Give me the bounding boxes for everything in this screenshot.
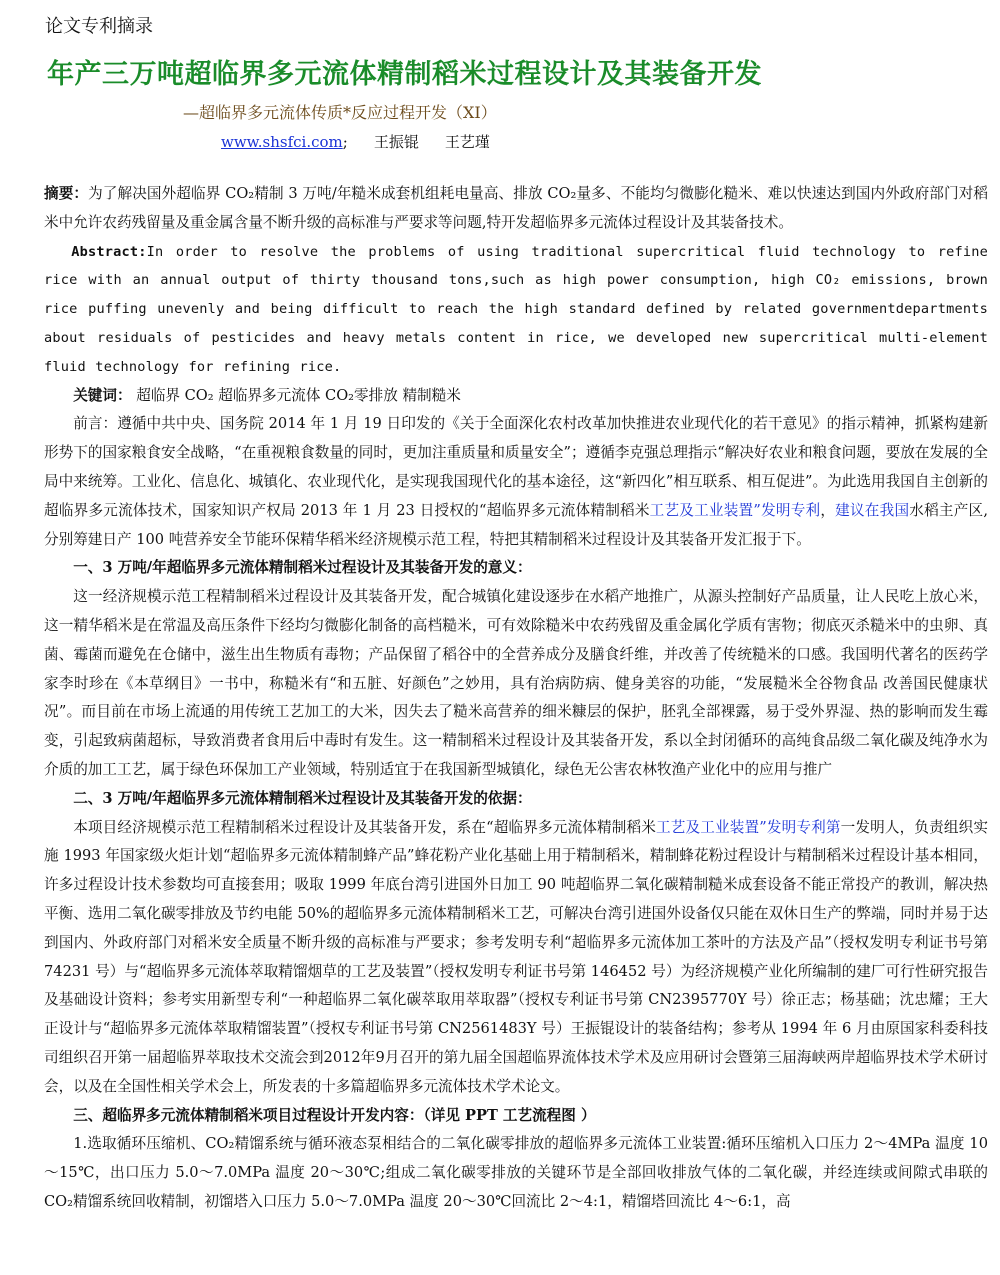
section2-heading: 二、3 万吨/年超临界多元流体精制稻米过程设计及其装备开发的依据： (73, 789, 532, 807)
preface-mid: ， (820, 501, 836, 519)
byline (221, 131, 490, 152)
section2-part2: 一发明人，负责组织实施 1993 年国家级火炬计划“超临界多元流体精制蜂产品”蜂花粉产业化基础上用于精制稻米，精制蜂花粉过程设计与精制稻米过程设计基本相同，许多过程设计技术参数均可直接套用；吸取 1999 年底台湾引进国外日加工 90 吨超临界二氧化碳精制糙米成套设备不能正常投产的教训，解决热平衡、选用二氧化碳零排放及节约电能 50%的超临界多元流体精制稻米工艺，可解决台湾引进国外设备仅只能在双休日生产的弊端，同时并易于达到国内、外政府部门对稻米安全质量不断升级的高标准与严要求；参考发明专利“超临界多元流体加工茶叶的方法及产品”（授权发明专利证书号第 74231 号）与“超临界多元流体萃取精馏烟草的工艺及装置”（授权发明专利证书号第 146452 号）为经济规模产业化所编制的建厂可行性研究报告及基础设计资料；参考实用新型专利“一种超临界二氧化碳萃取用萃取器”（授权专利证书号第 CN2395770Y 号）徐正志；杨基础；沈忠耀；王大正设计与“超临界多元流体萃取精馏装置”（授权专利证书号第 CN2561483Y 号）王振锟设计的装备结构；参考从 1994 年 6 月由原国家科委科技司组织召开第一届超临界萃取技术交流会到2012年9月召开的第九届全国超临界流体技术学术及应用研讨会暨第三届海峡两岸超临界技术学术研讨会，以及在全国性相关学术会上，所发表的十多篇超临界多元流体技术学术论文。 (44, 818, 988, 1095)
byline-separator: ; (342, 133, 348, 151)
author-1: 王振锟 (373, 133, 419, 151)
section3-heading: 三、超临界多元流体精制稻米项目过程设计开发内容：（详见 PPT 工艺流程图 ） (73, 1106, 596, 1124)
keywords (44, 382, 988, 411)
abstract-en-text: In order to resolve the problems of using traditional supercritical fluid technology to refine rice with an annual output of thirty thousand tons,such as high power consumption, high CO₂ emissions, brown rice puffing unevenly and being difficult to reach the high standard defined by related governmentdepartments about residuals of pesticides and heavy metals content in rice, we developed new supercritical multi-element fluid technology for refining rice. (44, 243, 988, 375)
section2-part1: 本项目经济规模示范工程精制稻米过程设计及其装备开发，系在“超临界多元流体精制稻米 (73, 818, 657, 836)
section2-text (44, 814, 988, 1102)
abstract-en (44, 238, 988, 382)
keywords-label: 关键词： (73, 386, 132, 404)
paper-title: 年产三万吨超临界多元流体精制稻米过程设计及其装备开发 (47, 59, 762, 90)
author-2: 王艺瑾 (444, 133, 490, 151)
abstract-cn-text: 为了解决国外超临界 CO₂精制 3 万吨/年糙米成套机组耗电量高、排放 CO₂量多、不能均匀微膨化糙米、难以快速达到国内外政府部门对稻米中允许农药残留量及重金属含量不断升级的高标准与严要求等问题,特开发超临界多元流体过程设计及其装备技术。 (44, 185, 988, 231)
section2-patent-link: 工艺及工业装置”发明专利第 (656, 818, 841, 836)
document-body (44, 180, 988, 1217)
abstract-cn (44, 180, 988, 238)
paper-subtitle: —超临界多元流体传质*反应过程开发（XI） (183, 103, 497, 122)
preface-suggest: 建议在我国 (835, 501, 910, 519)
keywords-text: 超临界 CO₂ 超临界多元流体 CO₂零排放 精制糙米 (136, 386, 461, 404)
section1-text: 这一经济规模示范工程精制稻米过程设计及其装备开发，配合城镇化建设逐步在水稻产地推广，从源头控制好产品质量，让人民吃上放心米，这一精华稻米是在常温及高压条件下经均匀微膨化制备的高档糙米，可有效除糙米中农药残留及重金属化学质有害物；彻底灭杀糙米中的虫卵、真菌、霉菌而避免在仓储中，滋生出生物质有毒物；产品保留了稻谷中的全营养成分及膳食纤维，并改善了传统糙米的口感。我国明代著名的医药学家李时珍在《本草纲目》一书中，称糙米有“和五脏、好颜色”之妙用，具有治病防病、健身美容的功能，“发展糙米全谷物食品 改善国民健康状况”。而目前在市场上流通的用传统工艺加工的大米，因失去了糙米高营养的细米糠层的保护，胚乳全部裸露，易于受外界湿、热的影响而发生霉变，引起致病菌超标，导致消费者食用后中毒时有发生。这一精制稻米过程设计及其装备开发，系以全封闭循环的高纯食品级二氧化碳及纯净水为介质的加工工艺，属于绿色环保加工产业领域，特别适宜于在我国新型城镇化，绿色无公害农林牧渔产业化中的应用与推广 (44, 588, 988, 778)
website-link[interactable]: www.shsfci.com (221, 133, 343, 151)
abstract-en-label: Abstract: (71, 243, 147, 260)
preface-part1: 前言：遵循中共中央、国务院 2014 年 1 月 19 日印发的《关于全面深化农村改革加快推进农业现代化的若干意见》的指示精神，抓紧构建新形势下的国家粮食安全战略，“在重视粮食数量的同时，更加注重质量和质量安全”；遵循李克强总理指示“解决好农业和粮食问题，要放在发展的全局中来统筹。工业化、信息化、城镇化、农业现代化，是实现我国现代化的基本途径，这“新四化”相互联系、相互促进”。为此选用我国自主创新的超临界多元流体技术，国家知识产权局 2013 年 1 月 23 日授权的“超临界多元流体精制稻米 (44, 415, 988, 519)
section1-heading: 一、3 万吨/年超临界多元流体精制稻米过程设计及其装备开发的意义： (73, 559, 532, 577)
section3-text: 1.选取循环压缩机、CO₂精馏系统与循环液态泵相结合的二氧化碳零排放的超临界多元流体工业装置:循环压缩机入口压力 2～4MPa 温度 10～15℃，出口压力 5.0～7.0MPa 温度 20～30℃;组成二氧化碳零排放的关键环节是全部回收排放气体的二氧化碳，并经连续或间隙式串联的 CO₂精馏系统回收精制，初馏塔入口压力 5.0～7.0MPa 温度 20～30℃回流比 2～4:1，精馏塔回流比 4～6:1，高 (44, 1135, 988, 1210)
abstract-cn-label: 摘要： (44, 185, 89, 202)
preface (44, 410, 988, 554)
preface-patent-link: 工艺及工业装置”发明专利 (649, 501, 821, 519)
header-label: 论文专利摘录 (45, 16, 153, 37)
preface-part2: 水稻主产区,分别筹建日产 100 吨营养安全节能环保精华稻米经济规模示范工程，特把其精制稻米过程设计及其装备开发汇报于下。 (44, 501, 988, 548)
